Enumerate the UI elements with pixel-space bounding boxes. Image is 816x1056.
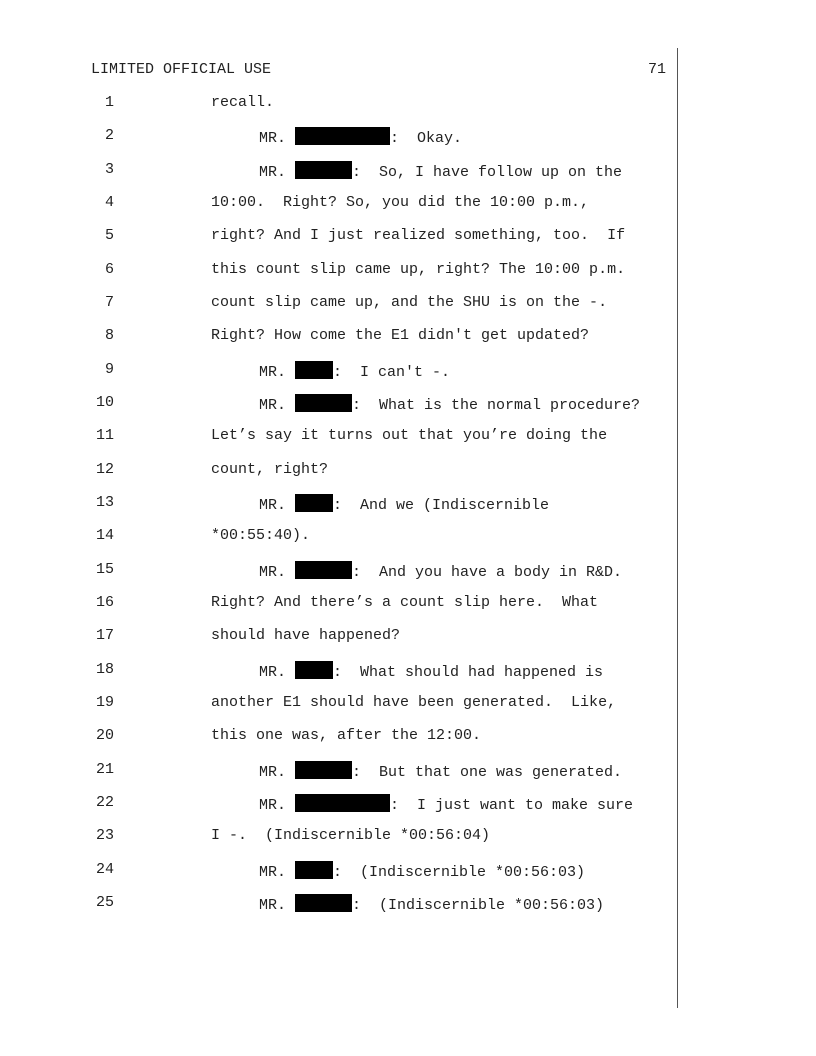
transcript-line: [0, 727, 676, 751]
line-text: this one was, after the 12:00.: [211, 727, 482, 744]
transcript-line: [0, 94, 676, 118]
line-number: 15: [95, 561, 114, 578]
transcript-line: [0, 527, 676, 551]
line-text: MR. : But that one was generated.: [259, 761, 622, 781]
redaction-box: [295, 894, 352, 912]
transcript-line: [0, 494, 676, 518]
transcript-line: [0, 161, 676, 185]
line-number: 19: [95, 694, 114, 711]
header-classification: LIMITED OFFICIAL USE: [91, 61, 272, 78]
redaction-box: [295, 794, 390, 812]
line-text: I -. (Indiscernible *00:56:04): [211, 827, 491, 844]
redaction-box: [295, 494, 333, 512]
line-number: 3: [104, 161, 114, 178]
transcript-line: [0, 294, 676, 318]
line-text: this count slip came up, right? The 10:00 p.m.: [211, 261, 626, 278]
redaction-box: [295, 861, 333, 879]
line-text: another E1 should have been generated. Like,: [211, 694, 617, 711]
transcript-line: [0, 261, 676, 285]
redaction-box: [295, 394, 352, 412]
line-number: 12: [95, 461, 114, 478]
transcript-line: [0, 227, 676, 251]
redaction-box: [295, 661, 333, 679]
transcript-line: [0, 594, 676, 618]
line-text: Right? And there’s a count slip here. What: [211, 594, 599, 611]
line-text: recall.: [211, 94, 275, 111]
redaction-box: [295, 161, 352, 179]
transcript-line: [0, 394, 676, 418]
line-number: 21: [95, 761, 114, 778]
line-number: 17: [95, 627, 114, 644]
line-number: 20: [95, 727, 114, 744]
line-text: MR. : And you have a body in R&D.: [259, 561, 622, 581]
line-number: 13: [95, 494, 114, 511]
line-text: MR. : What is the normal procedure?: [259, 394, 640, 414]
line-text: count slip came up, and the SHU is on the -.: [211, 294, 608, 311]
line-number: 4: [104, 194, 114, 211]
line-text: Right? How come the E1 didn't get updated?: [211, 327, 590, 344]
line-text: 10:00. Right? So, you did the 10:00 p.m.,: [211, 194, 590, 211]
line-number: 6: [104, 261, 114, 278]
line-number: 16: [95, 594, 114, 611]
line-text: right? And I just realized something, too. If: [211, 227, 626, 244]
line-number: 11: [95, 427, 114, 444]
page-number: 71: [647, 61, 666, 78]
line-text: should have happened?: [211, 627, 401, 644]
line-text: MR. : I can't -.: [259, 361, 450, 381]
line-text: MR. : And we (Indiscernible: [259, 494, 549, 514]
transcript-line: [0, 194, 676, 218]
transcript-line: [0, 661, 676, 685]
right-margin-rule: [677, 48, 678, 1008]
line-text: MR. : I just want to make sure: [259, 794, 633, 814]
redaction-box: [295, 761, 352, 779]
line-text: MR. : What should had happened is: [259, 661, 603, 681]
redaction-box: [295, 361, 333, 379]
line-text: MR. : (Indiscernible *00:56:03): [259, 861, 585, 881]
line-text: MR. : (Indiscernible *00:56:03): [259, 894, 604, 914]
transcript-line: [0, 427, 676, 451]
redaction-box: [295, 127, 390, 145]
redaction-box: [295, 561, 352, 579]
line-number: 23: [95, 827, 114, 844]
line-number: 14: [95, 527, 114, 544]
line-number: 22: [95, 794, 114, 811]
line-text: count, right?: [211, 461, 329, 478]
line-number: 24: [95, 861, 114, 878]
transcript-line: [0, 794, 676, 818]
line-number: 10: [95, 394, 114, 411]
line-number: 7: [104, 294, 114, 311]
line-number: 9: [104, 361, 114, 378]
line-text: MR. : Okay.: [259, 127, 462, 147]
line-number: 18: [95, 661, 114, 678]
transcript-line: [0, 461, 676, 485]
line-number: 8: [104, 327, 114, 344]
line-number: 1: [104, 94, 114, 111]
line-text: *00:55:40).: [211, 527, 311, 544]
transcript-line: [0, 694, 676, 718]
transcript-line: [0, 894, 676, 918]
transcript-line: [0, 327, 676, 351]
transcript-line: [0, 861, 676, 885]
transcript-line: [0, 127, 676, 151]
line-text: Let’s say it turns out that you’re doing the: [211, 427, 608, 444]
line-number: 25: [95, 894, 114, 911]
line-text: MR. : So, I have follow up on the: [259, 161, 622, 181]
transcript-line: [0, 627, 676, 651]
transcript-line: [0, 361, 676, 385]
transcript-line: [0, 761, 676, 785]
line-number: 5: [104, 227, 114, 244]
transcript-line: [0, 827, 676, 851]
line-number: 2: [104, 127, 114, 144]
transcript-line: [0, 561, 676, 585]
